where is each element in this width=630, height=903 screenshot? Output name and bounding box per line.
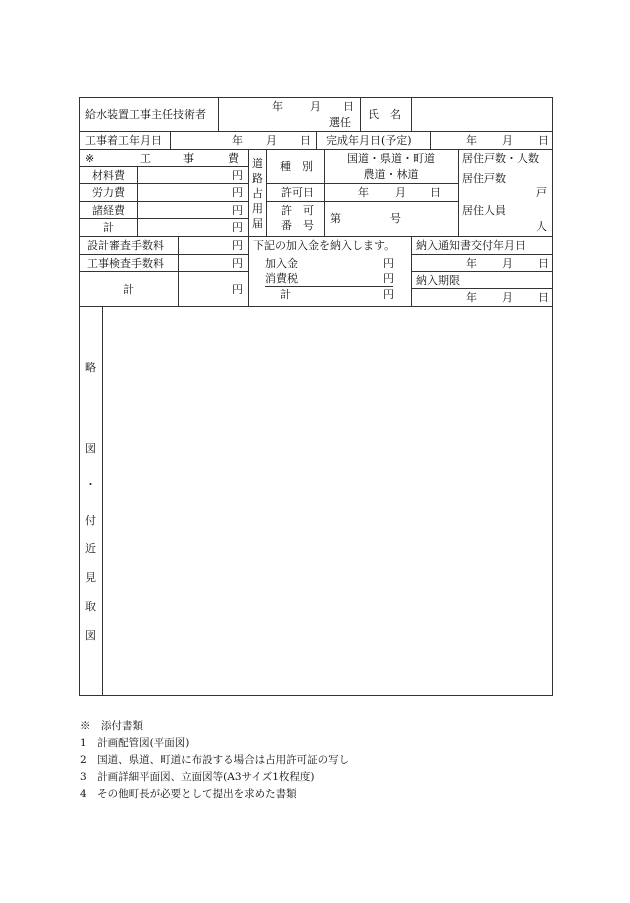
name-label: 氏 名 <box>368 108 401 121</box>
notice-day-unit: 日 <box>538 257 549 270</box>
cost-head-char: 工 <box>140 152 151 165</box>
rule <box>411 288 553 289</box>
rule <box>430 131 431 149</box>
start-year-unit: 年 <box>232 134 243 147</box>
payment-total-label: 計 <box>280 288 291 301</box>
road-occupancy-char: 用 <box>252 202 263 215</box>
labor-cost-label: 労力費 <box>92 186 125 199</box>
road-type-label: 種 別 <box>280 160 313 173</box>
notes-item: 2 国道、県道、町道に布設する場合は占用許可証の写し <box>80 754 350 766</box>
notice-month-unit: 月 <box>502 257 513 270</box>
permit-year-unit: 年 <box>358 186 369 199</box>
rule <box>137 166 138 236</box>
yen-unit: 円 <box>232 204 243 217</box>
permit-number-label: 許 可 <box>281 204 314 217</box>
deadline-month-unit: 月 <box>502 291 513 304</box>
start-month-unit: 月 <box>266 134 277 147</box>
complete-date-label: 完成年月日(予定) <box>326 134 412 147</box>
households-unit: 戸 <box>536 186 547 199</box>
road-types-line1: 国道・県道・町道 <box>347 152 435 165</box>
appoint-day-unit: 日 <box>343 100 354 113</box>
rule <box>170 131 171 149</box>
deadline-year-unit: 年 <box>466 291 477 304</box>
sketch-label-char: 図 <box>85 629 96 642</box>
notice-date-label: 納入通知書交付年月日 <box>416 239 526 252</box>
notes-item: 4 その他町長が必要として提出を求めた書類 <box>80 788 297 800</box>
permit-month-unit: 月 <box>395 186 406 199</box>
road-occupancy-char: 路 <box>252 172 263 185</box>
deadline-label: 納入期限 <box>416 274 460 287</box>
sketch-label-char: 図 <box>85 442 96 455</box>
rule <box>266 201 458 202</box>
rule <box>79 201 248 202</box>
deadline-day-unit: 日 <box>538 291 549 304</box>
yen-unit: 円 <box>383 257 394 270</box>
sketch-label-char: ・ <box>85 478 96 491</box>
note-mark: ※ <box>85 152 95 165</box>
rule <box>266 183 458 184</box>
cost-head-char: 事 <box>183 152 194 165</box>
rule <box>79 236 553 237</box>
yen-unit: 円 <box>232 257 243 270</box>
persons-unit: 人 <box>536 220 547 233</box>
complete-day-unit: 日 <box>538 134 549 147</box>
permit-number-label: 番 号 <box>281 219 314 232</box>
rule <box>266 149 267 236</box>
attachments-notes <box>80 718 349 803</box>
residents-head: 居住戸数・人数 <box>462 152 539 165</box>
rule <box>79 254 248 255</box>
start-date-label: 工事着工年月日 <box>85 134 162 147</box>
yen-unit: 円 <box>383 288 394 301</box>
name-field[interactable] <box>412 98 552 130</box>
rule <box>458 149 459 236</box>
appoint-year-unit: 年 <box>272 100 283 113</box>
rule <box>411 254 553 255</box>
inspection-fee-label: 工事検査手数料 <box>87 257 164 270</box>
rule <box>411 236 412 306</box>
cost-head-char: 費 <box>228 152 239 165</box>
yen-unit: 円 <box>232 283 243 296</box>
design-fee-label: 設計審査手数料 <box>87 239 164 252</box>
road-types-line2: 農道・林道 <box>363 168 419 181</box>
fee-total-label: 計 <box>123 283 134 296</box>
yen-unit: 円 <box>383 272 394 285</box>
cost-total-label: 計 <box>103 221 114 234</box>
sketch-label-char: 付 <box>85 514 96 527</box>
number-prefix: 第 <box>330 212 341 225</box>
yen-unit: 円 <box>232 186 243 199</box>
yen-unit: 円 <box>232 239 243 252</box>
sketch-label-char: 取 <box>85 600 96 613</box>
rule <box>79 166 248 167</box>
notes-item: 3 計画詳細平面図、立面図等(A3サイズ1枚程度) <box>80 771 315 783</box>
rule <box>324 149 325 236</box>
appointed-label: 選任 <box>329 116 351 129</box>
road-occupancy-char: 道 <box>252 157 263 170</box>
permit-date-label: 許可日 <box>281 186 314 199</box>
households-label: 居住戸数 <box>462 172 506 185</box>
road-occupancy-char: 占 <box>252 187 263 200</box>
appoint-month-unit: 月 <box>310 100 321 113</box>
road-occupancy-char: 届 <box>252 217 263 230</box>
notes-title: ※ 添付書類 <box>80 720 143 732</box>
rule <box>178 236 179 306</box>
rule <box>218 97 219 131</box>
tax-underline <box>265 286 393 287</box>
rule <box>248 149 249 306</box>
rule <box>79 218 248 219</box>
entry-fee-label: 加入金 <box>265 257 298 270</box>
complete-year-unit: 年 <box>466 134 477 147</box>
tax-label: 消費税 <box>265 272 298 285</box>
sketch-area[interactable] <box>103 307 552 695</box>
rule <box>411 271 553 272</box>
sketch-label-char: 近 <box>85 542 96 555</box>
sketch-label-char: 略 <box>85 361 96 374</box>
notice-year-unit: 年 <box>466 257 477 270</box>
yen-unit: 円 <box>232 169 243 182</box>
rule <box>79 271 248 272</box>
rule <box>316 131 317 149</box>
material-cost-label: 材料費 <box>92 169 125 182</box>
start-day-unit: 日 <box>300 134 311 147</box>
persons-label: 居住人員 <box>462 204 506 217</box>
overhead-cost-label: 諸経費 <box>92 204 125 217</box>
permit-day-unit: 日 <box>430 186 441 199</box>
chief-engineer-label: 給水装置工事主任技術者 <box>85 108 206 121</box>
rule <box>79 183 248 184</box>
number-suffix: 号 <box>390 212 401 225</box>
notes-item: 1 計画配管図(平面図) <box>80 737 190 749</box>
sketch-label-char: 見 <box>85 571 96 584</box>
complete-month-unit: 月 <box>502 134 513 147</box>
rule <box>360 97 361 131</box>
rule <box>79 149 553 150</box>
payment-intro: 下記の加入金を納入します。 <box>253 239 396 252</box>
yen-unit: 円 <box>232 221 243 234</box>
